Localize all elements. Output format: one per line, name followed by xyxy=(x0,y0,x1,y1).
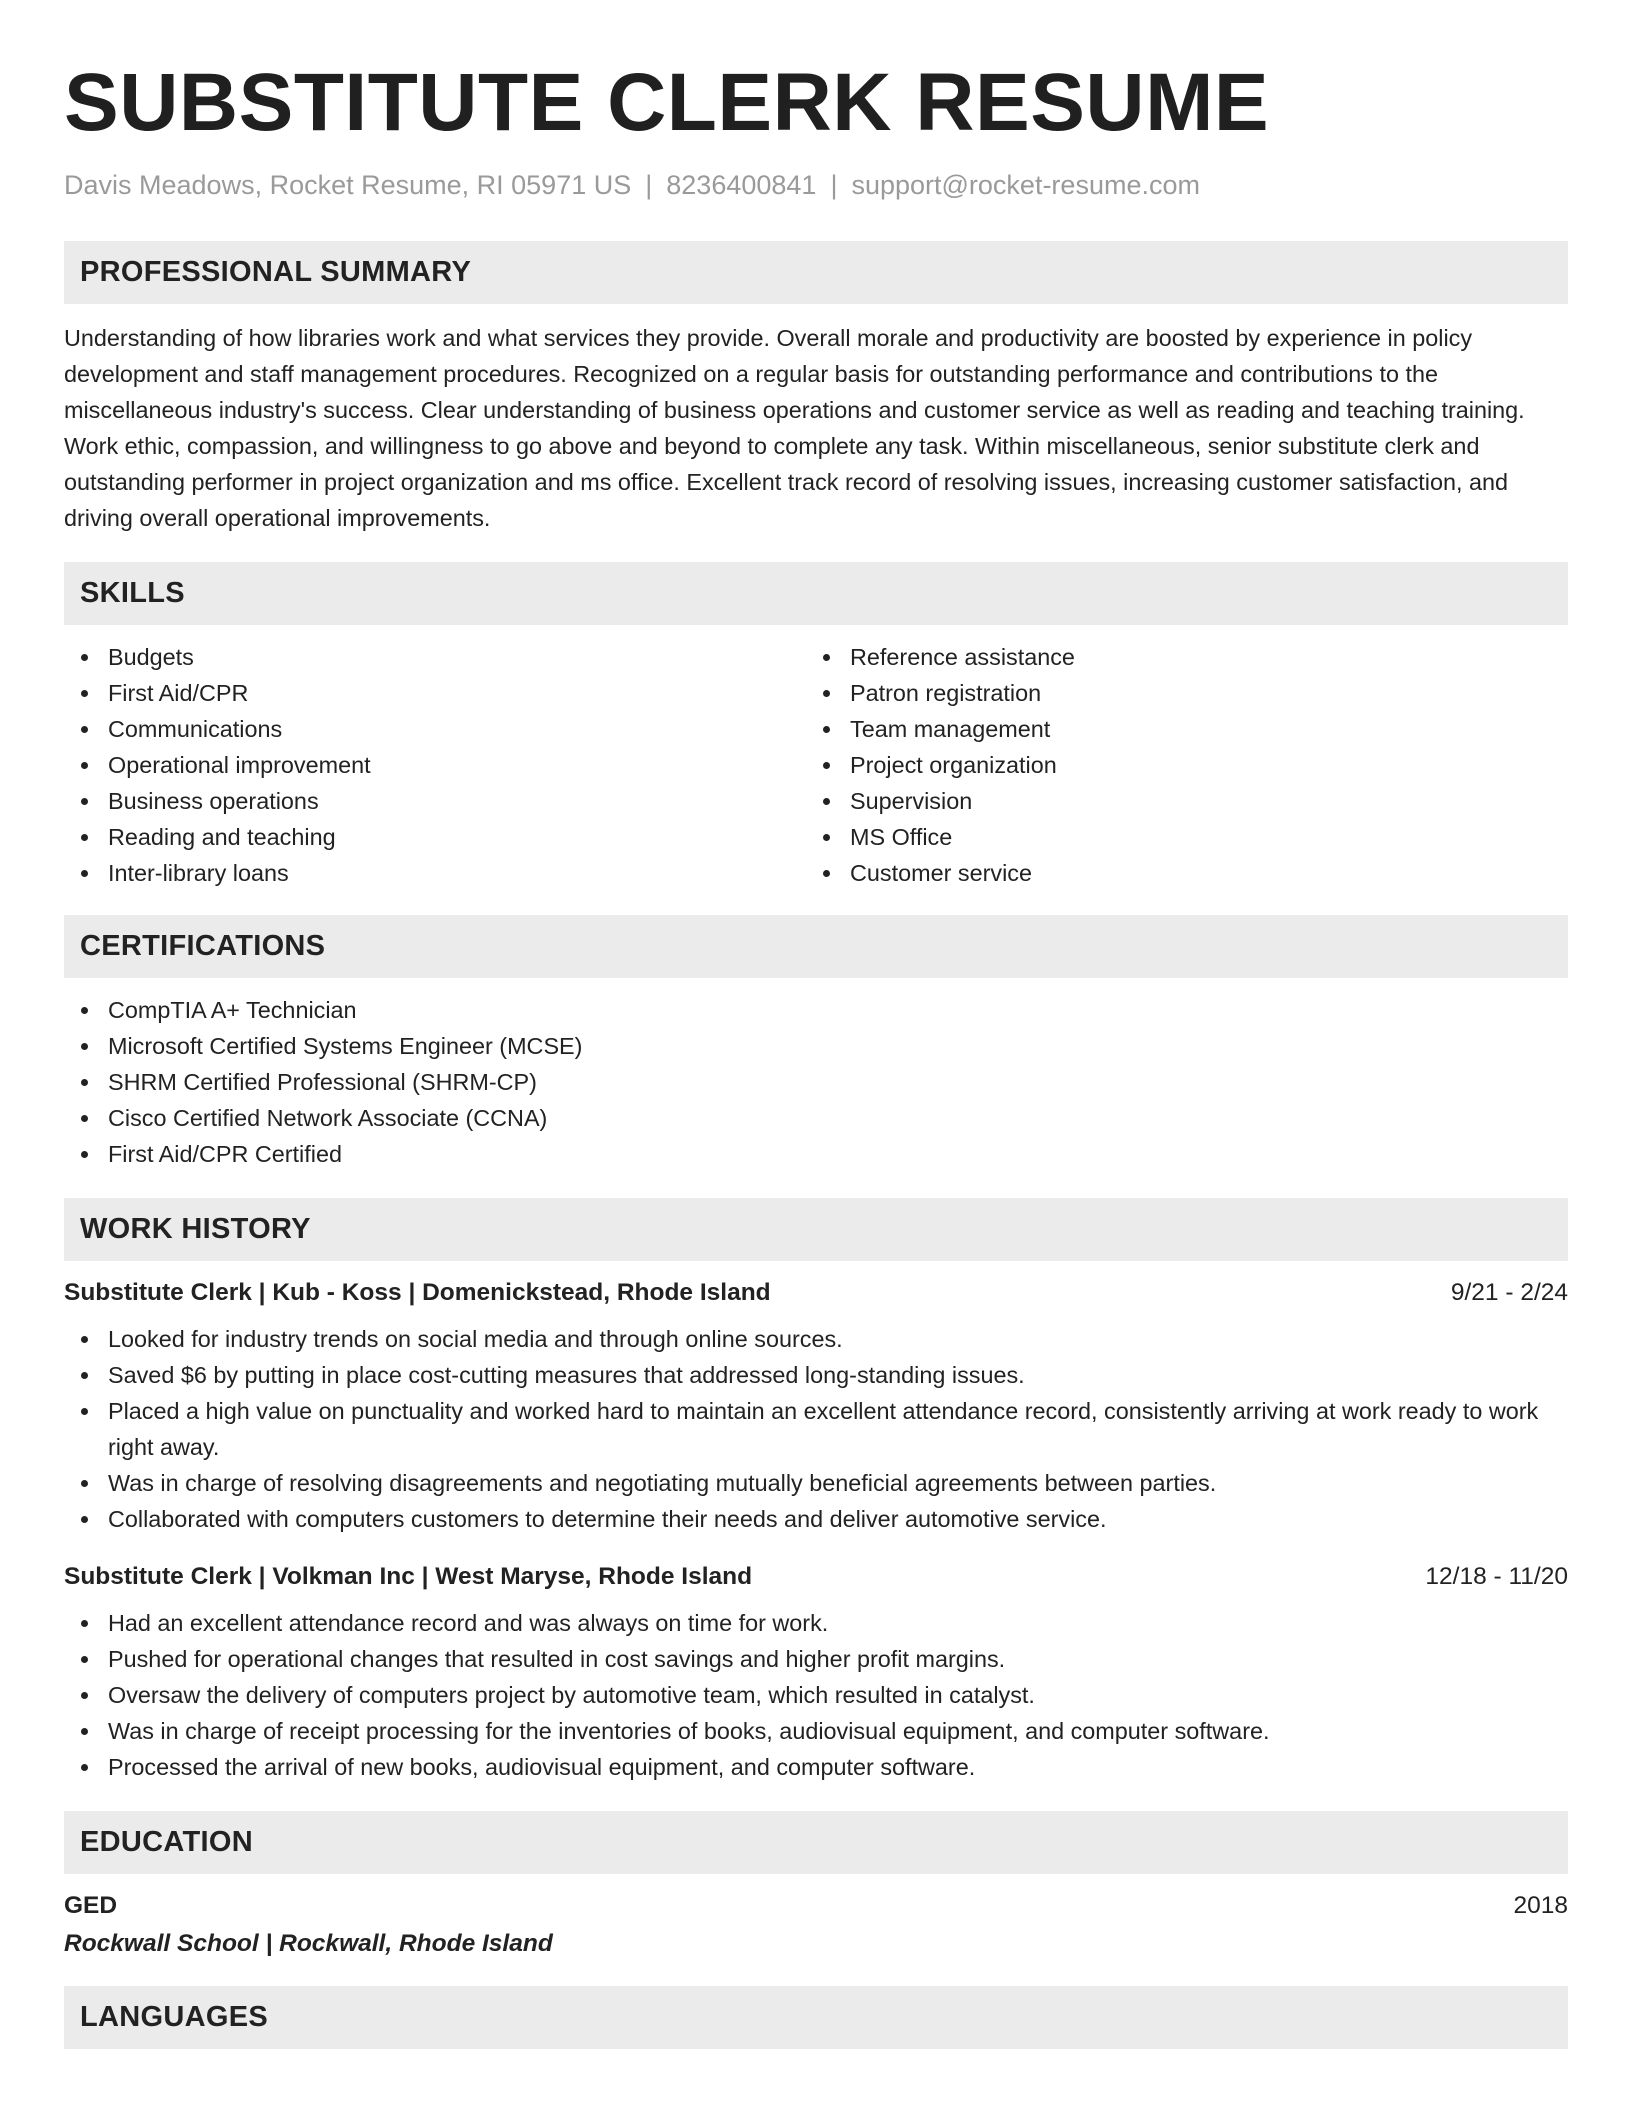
contact-phone: 8236400841 xyxy=(666,170,817,200)
job-bullet: Saved $6 by putting in place cost-cutting measures that addressed long-standing issues. xyxy=(64,1357,1568,1393)
job-dates: 12/18 - 11/20 xyxy=(1425,1563,1568,1590)
skill-item: Patron registration xyxy=(806,675,1548,711)
skill-item: First Aid/CPR xyxy=(64,675,806,711)
job-entry xyxy=(64,1563,1568,1785)
job-bullet: Looked for industry trends on social media and through online sources. xyxy=(64,1321,1568,1357)
job-bullet: Had an excellent attendance record and was always on time for work. xyxy=(64,1605,1568,1641)
contact-line xyxy=(64,170,1568,201)
certifications-heading: CERTIFICATIONS xyxy=(64,915,1568,978)
skill-item: Reference assistance xyxy=(806,639,1548,675)
job-bullet: Collaborated with computers customers to determine their needs and deliver automotive service. xyxy=(64,1501,1568,1537)
skill-item: Supervision xyxy=(806,783,1548,819)
certification-item: SHRM Certified Professional (SHRM-CP) xyxy=(64,1064,1568,1100)
job-bullets xyxy=(64,1605,1568,1785)
education-header xyxy=(64,1892,1568,1920)
skill-item: Customer service xyxy=(806,855,1548,891)
job-dates: 9/21 - 2/24 xyxy=(1450,1279,1568,1306)
resume-title: SUBSTITUTE CLERK RESUME xyxy=(64,57,1270,148)
certification-item: First Aid/CPR Certified xyxy=(64,1136,1568,1172)
job-title: Substitute Clerk | Kub - Koss | Domenickstead, Rhode Island xyxy=(64,1279,771,1306)
skill-item: MS Office xyxy=(806,819,1548,855)
job-bullet: Was in charge of resolving disagreements and negotiating mutually beneficial agreements between parties. xyxy=(64,1465,1568,1501)
contact-address: Davis Meadows, Rocket Resume, RI 05971 US xyxy=(64,170,632,200)
job-bullet: Was in charge of receipt processing for the inventories of books, audiovisual equipment, and computer software. xyxy=(64,1713,1568,1749)
contact-separator: | xyxy=(645,170,653,200)
skills-list xyxy=(64,639,1568,891)
languages-heading: LANGUAGES xyxy=(64,1986,1568,2049)
job-bullet: Processed the arrival of new books, audiovisual equipment, and computer software. xyxy=(64,1749,1568,1785)
skill-item: Communications xyxy=(64,711,806,747)
skill-item: Reading and teaching xyxy=(64,819,806,855)
education-heading: EDUCATION xyxy=(64,1811,1568,1874)
summary-text: Understanding of how libraries work and what services they provide. Overall morale and productivity are boosted by experience in policy development and staff management procedures. Recognized on a regular basis for outstanding performance and contributions to the miscellaneous industry's success. Clear understanding of business operations and customer service as well as reading and teaching training. Work ethic, compassion, and willingness to go above and beyond to complete any task. Within miscellaneous, senior substitute clerk and outstanding performer in project organization and ms office. Excellent track record of resolving issues, increasing customer satisfaction, and driving overall operational improvements. xyxy=(64,325,1525,531)
work-history-heading: WORK HISTORY xyxy=(64,1198,1568,1261)
summary-heading: PROFESSIONAL SUMMARY xyxy=(64,241,1568,304)
skill-item: Budgets xyxy=(64,639,806,675)
contact-email: support@rocket-resume.com xyxy=(851,170,1200,200)
job-header xyxy=(64,1563,1568,1591)
skills-column-left xyxy=(64,639,806,891)
certifications-list xyxy=(64,992,1568,1172)
job-bullets xyxy=(64,1321,1568,1537)
certification-item: CompTIA A+ Technician xyxy=(64,992,1568,1028)
job-bullet: Pushed for operational changes that resulted in cost savings and higher profit margins. xyxy=(64,1641,1568,1677)
job-bullet: Oversaw the delivery of computers project by automotive team, which resulted in catalyst. xyxy=(64,1677,1568,1713)
skill-item: Business operations xyxy=(64,783,806,819)
skill-item: Project organization xyxy=(806,747,1548,783)
skill-item: Team management xyxy=(806,711,1548,747)
job-entry xyxy=(64,1279,1568,1537)
education-school: Rockwall School | Rockwall, Rhode Island xyxy=(64,1930,553,1957)
resume-page xyxy=(64,0,1568,2049)
job-bullet: Placed a high value on punctuality and worked hard to maintain an excellent attendance record, consistently arriving at work ready to work right away. xyxy=(64,1393,1568,1465)
job-header xyxy=(64,1279,1568,1307)
skill-item: Operational improvement xyxy=(64,747,806,783)
education-year: 2018 xyxy=(1513,1892,1568,1919)
job-title: Substitute Clerk | Volkman Inc | West Maryse, Rhode Island xyxy=(64,1563,753,1590)
skill-item: Inter-library loans xyxy=(64,855,806,891)
certification-item: Microsoft Certified Systems Engineer (MCSE) xyxy=(64,1028,1568,1064)
skills-heading: SKILLS xyxy=(64,562,1568,625)
education-degree: GED xyxy=(64,1892,118,1919)
certification-item: Cisco Certified Network Associate (CCNA) xyxy=(64,1100,1568,1136)
contact-separator: | xyxy=(830,170,838,200)
skills-column-right xyxy=(806,639,1548,891)
